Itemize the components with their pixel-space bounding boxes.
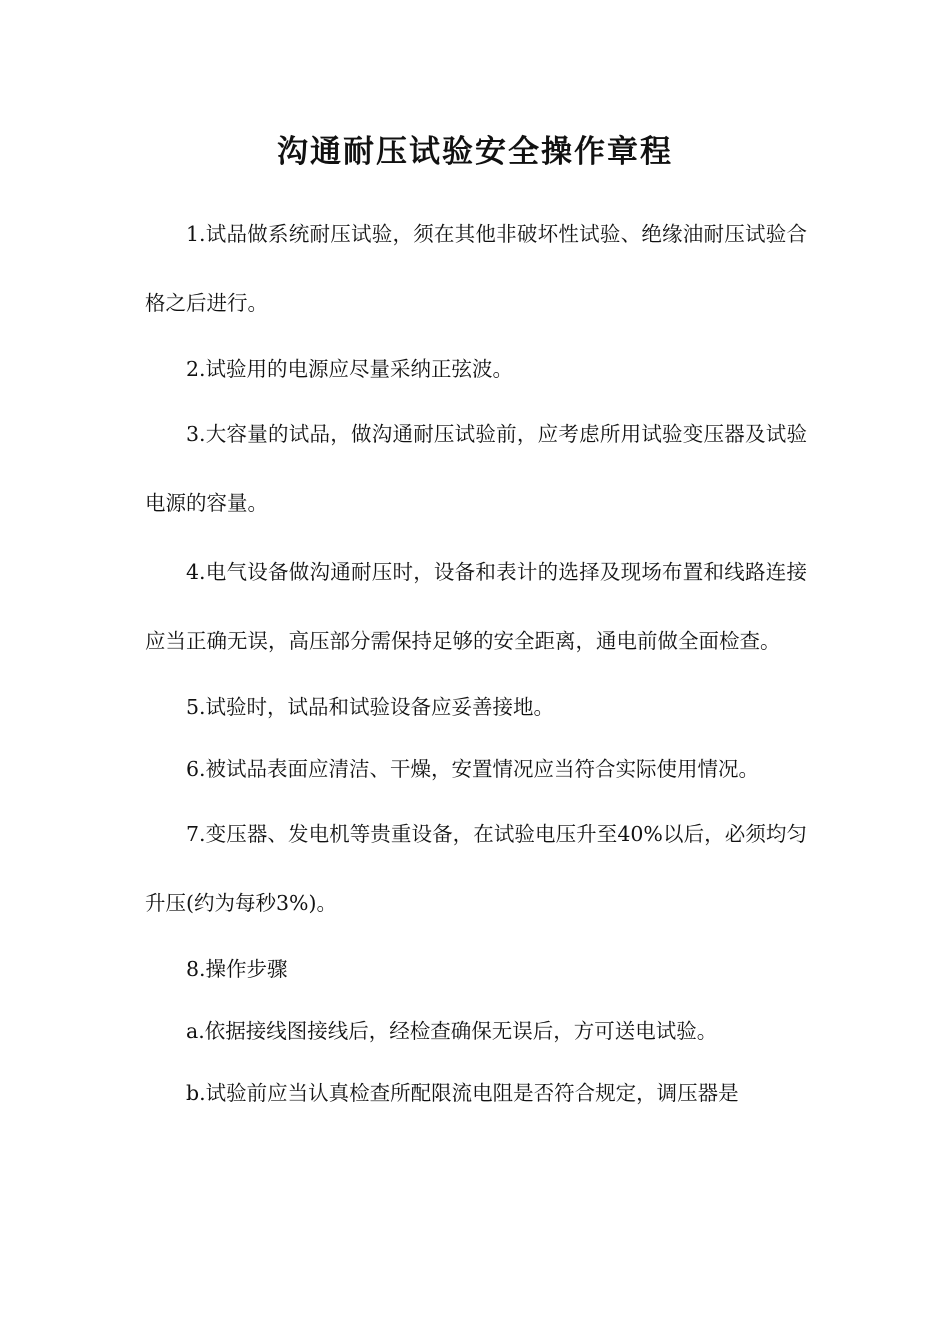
document-title: 沟通耐压试验安全操作章程 [277, 134, 673, 170]
paragraph-2: 2.试验用的电源应尽量采纳正弦波。 [186, 357, 514, 381]
paragraph-1: 1.试品做系统耐压试验，须在其他非破坏性试验、绝缘油耐压试验合格之后进行。 [145, 222, 807, 315]
paragraph-7: 7.变压器、发电机等贵重设备，在试验电压升至40%以后，必须均匀升压(约为每秒3%)。 [145, 822, 807, 915]
paragraph-8: 8.操作步骤 [186, 957, 288, 981]
document-body [145, 200, 807, 1124]
paragraph-8b: b.试验前应当认真检查所配限流电阻是否符合规定，调压器是 [186, 1081, 739, 1105]
paragraph-4: 4.电气设备做沟通耐压时，设备和表计的选择及现场布置和线路连接应当正确无误，高压部分需保持足够的安全距离，通电前做全面检查。 [145, 560, 807, 653]
paragraph-3: 3.大容量的试品，做沟通耐压试验前，应考虑所用试验变压器及试验电源的容量。 [145, 422, 807, 515]
paragraph-5: 5.试验时，试品和试验设备应妥善接地。 [186, 695, 555, 719]
paragraph-8a: a.依据接线图接线后，经检查确保无误后，方可送电试验。 [186, 1019, 718, 1043]
paragraph-6: 6.被试品表面应清洁、干燥，安置情况应当符合实际使用情况。 [186, 757, 760, 781]
